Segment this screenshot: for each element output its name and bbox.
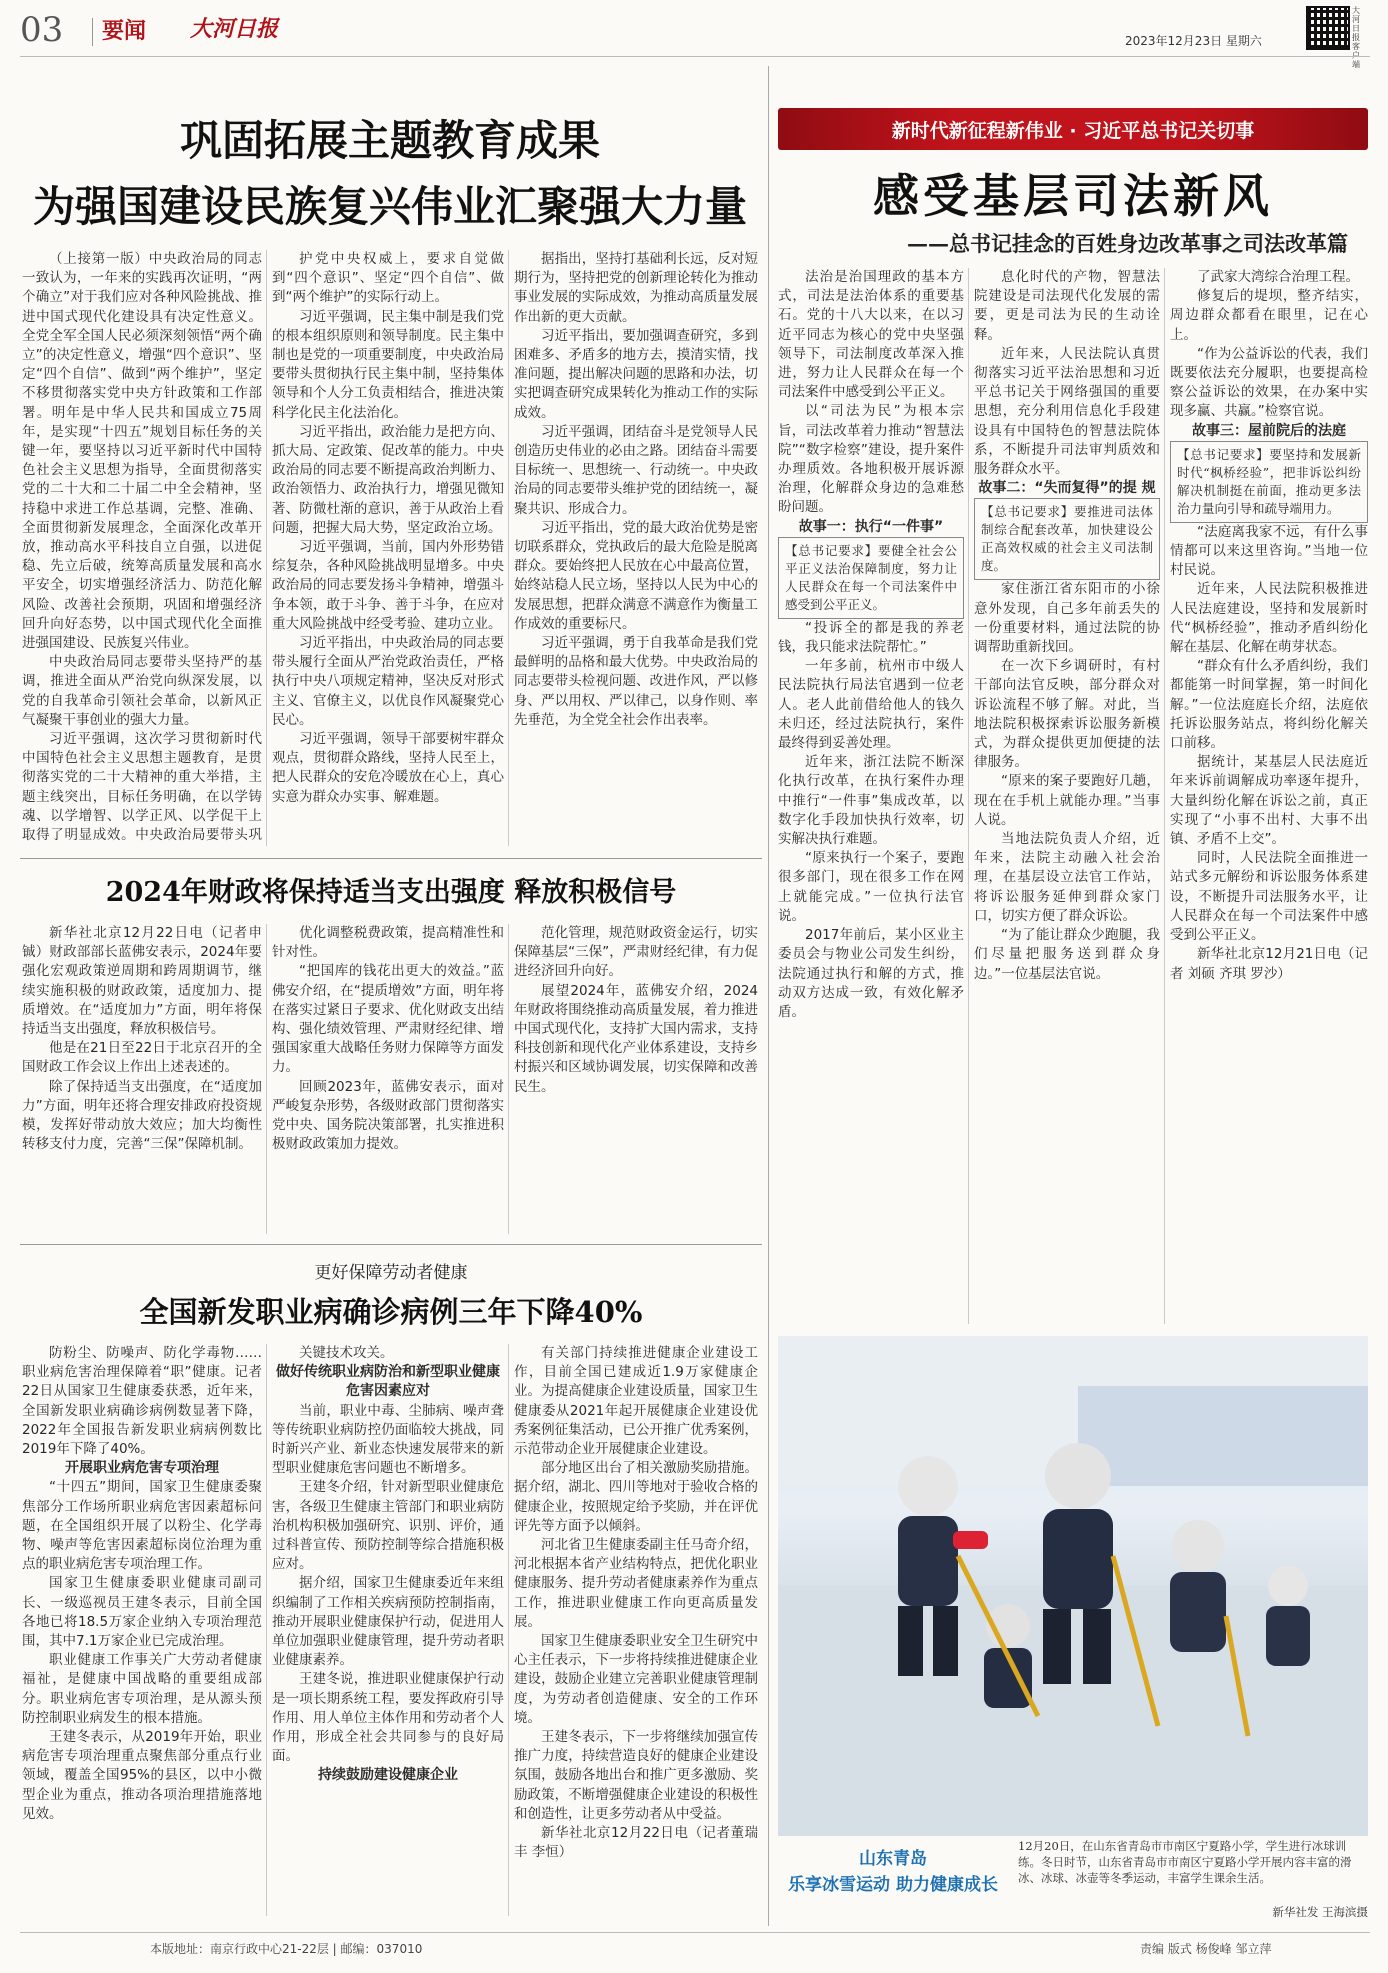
paragraph: 习近平强调，民主集中制是我们党的根本组织原则和领导制度。民主集中制也是党的一项重要制度，中央政治局要带头贯彻执行民主集中制，坚持集体领导和个人分工负责相结合，推进决策科学化民主化法治化。 <box>272 308 504 421</box>
section-label: 要闻 <box>102 19 147 44</box>
paragraph: “原来执行一个案子，要跑很多部门，现在很多工作在网上就能完成。”一位执行法官说。 <box>778 850 964 924</box>
paragraph: 有关部门持续推进健康企业建设工作，目前全国已建成近1.9万家健康企业。为提高健康企业建设质量，国家卫生健康委从2021年起开展健康企业建设优秀案例征集活动，已公开推广优秀案例，示范带动企业开展健康企业建设。 <box>514 1345 758 1458</box>
byline: 新华社北京12月22日电（记者董瑞丰 李恒） <box>514 1825 758 1861</box>
column-divider <box>266 1344 267 1916</box>
article-column-1 <box>22 250 262 846</box>
paragraph: 了武家大湾综合治理工程。 <box>1197 269 1359 285</box>
paragraph: 习近平强调，团结奋斗是党领导人民创造历史伟业的必由之路。团结奋斗需要目标统一、思想统一、行动统一。中央政治局的同志要带头维护党的团结统一，凝聚共识、形成合力。 <box>514 423 758 517</box>
byline: 新华社北京12月21日电（记者 刘硕 齐琪 罗沙） <box>1170 946 1368 982</box>
page-number: 03 <box>20 10 64 50</box>
paragraph: 习近平指出，中央政治局的同志要带头履行全面从严治党政治责任，严格执行中央八项规定精神，坚决反对形式主义、官僚主义，以优良作风凝聚党心民心。 <box>272 635 504 728</box>
paragraph: 职业健康工作事关广大劳动者健康福祉，是健康中国战略的重要组成部分。职业病危害专项治理，是从源头预防控制职业病发生的根本措施。 <box>22 1652 262 1726</box>
fiscal-column-3 <box>514 924 758 1234</box>
quote-box: 【总书记要求】要健全社会公平正义法治保障制度，努力让人民群众在每一个司法案件中感受到公平正义。 <box>778 537 964 619</box>
article-column-3 <box>514 250 758 846</box>
paragraph: “法庭离我家不远，有什么事情都可以来这里咨询。”当地一位村民说。 <box>1170 523 1368 579</box>
main-headline-2: 为强国建设民族复兴伟业汇聚强大力量 <box>32 182 747 231</box>
paragraph: 修复后的堤坝，整齐结实，周边群众都看在眼里，记在心上。 <box>1170 288 1368 343</box>
judicial-column-2 <box>974 268 1160 1324</box>
paragraph: “为了能让群众少跑腿，我们尽量把服务送到群众身边。”一位基层法官说。 <box>974 927 1160 982</box>
paragraph: 同时，人民法院全面推进一站式多元解纷和诉讼服务体系建设，不断提升司法服务水平，让人民群众在每一个司法案件中感受到公平正义。 <box>1170 850 1368 944</box>
paragraph: 他是在21日至22日于北京召开的全国财政工作会议上作出上述表述的。 <box>22 1040 262 1076</box>
quote-box: 【总书记要求】要坚持和发展新时代“枫桥经验”，把非诉讼纠纷解决机制挺在前面，推动更多法治力量向引导和疏导端用力。 <box>1170 441 1368 523</box>
header-divider <box>92 18 93 46</box>
caption-title-location: 山东青岛 <box>859 1849 927 1869</box>
caption-text: 12月20日，在山东省青岛市市南区宁夏路小学，学生进行冰球训练。冬日时节，山东省青岛市市南区宁夏路小学开展内容丰富的滑冰、冰球、冰壶等冬季运动，丰富学生课余生活。 <box>1018 1839 1352 1885</box>
paragraph: 据统计，某基层人民法庭近年来诉前调解成功率逐年提升，大量纠纷化解在诉讼之前，真正实现了“小事不出村、大事不出镇、矛盾不上交”。 <box>1170 754 1368 848</box>
fiscal-column-2 <box>272 924 504 1234</box>
paragraph: 据指出，坚持打基础利长远，反对短期行为，坚持把党的创新理论转化为推动事业发展的实际成效，为推动高质量发展作出新的更大贡献。 <box>514 251 758 325</box>
paragraph: 王建冬表示，下一步将继续加强宣传推广力度，持续营造良好的健康企业建设氛围，鼓励各地出台和推广更多激励、奖励政策，不断增强健康企业建设的积极性和创造性，让更多劳动者从中受益。 <box>514 1729 758 1822</box>
paragraph: 在一次下乡调研时，有村干部向法官反映，部分群众对诉讼流程不够了解。对此，当地法院积极探索诉讼服务新模式，为群众提供更加便捷的法律服务。 <box>974 658 1160 771</box>
series-banner-text: 新时代新征程新伟业 · 习近平总书记关切事 <box>891 120 1255 142</box>
paragraph: “群众有什么矛盾纠纷，我们都能第一时间掌握，第一时间化解。”一位法庭庭长介绍，法庭依托诉讼服务站点，将纠纷化解关口前移。 <box>1170 658 1368 752</box>
paragraph: “作为公益诉讼的代表，我们既要依法充分履职，也要提高检察公益诉讼的效果，在办案中实现多赢、共赢。”检察官说。 <box>1170 345 1368 420</box>
issue-date: 2023年12月23日 星期六 <box>1125 34 1262 48</box>
paragraph: 据介绍，国家卫生健康委近年来组织编制了工作相关疾病预防控制指南，推动开展职业健康保护行动，促进用人单位加强职业健康管理，提升劳动者职业健康素养。 <box>272 1575 504 1669</box>
footer-address: 本版地址：南京行政中心21-22层 | 邮编：037010 <box>150 1942 423 1956</box>
paragraph: 王建冬表示，从2019年开始，职业病危害专项治理重点聚焦部分重点行业领域，覆盖全国95%的县区，以中小微型企业为重点，推动各项治理措施落地见效。 <box>22 1729 262 1822</box>
paragraph: 一年多前，杭州市中级人民法院执行局法官遇到一位老人。老人此前借给他人的钱久未归还，经过法院执行，案件最终得到妥善处理。 <box>778 658 964 752</box>
column-divider <box>266 924 267 1234</box>
fiscal-column-1 <box>22 924 262 1234</box>
paragraph: 以“司法为民”为根本宗旨，司法改革着力推动“智慧法院”“数字检察”建设，提升案件办理质效。各地积极开展诉源治理，化解群众身边的急难愁盼问题。 <box>778 403 964 516</box>
paragraph: （上接第一版）中央政治局的同志一致认为，一年来的实践再次证明，“两个确立”对于我们应对各种风险挑战、推进中国式现代化建设具有决定性意义。全党全军全国人民必须深刻领悟“两个确立”的决定性意义，增强“四个意识”、坚定“四个自信”、做到“两个维护”，坚定不移贯彻落实党中央方针政策和工作部署。明年是中华人民共和国成立75周年，是实现“十四五”规划目标任务的关键一年，要坚持以习近平新时代中国特色社会主义思想为指导，全面贯彻落实党的二十大和二十届二中全会精神，坚持稳中求进工作总基调，完整、准确、全面贯彻新发展理念，全面深化改革开放，推动高水平科技自立自强，以进促稳、先立后破，统筹高质量发展和高水平安全，切实增强经济活力、防范化解风险、改善社会预期，巩固和增强经济回升向好态势，以中国式现代化全面推进强国建设、民族复兴伟业。 <box>22 251 262 652</box>
column-divider <box>266 250 267 846</box>
paragraph: 近年来，人民法院认真贯彻落实习近平法治思想和习近平总书记关于网络强国的重要思想，充分利用信息化手段建设具有中国特色的智慧法院体系，不断提升司法审判质效和服务群众水平。 <box>974 345 1160 478</box>
subheading: 做好传统职业病防治和新型职业健康危害因素应对 <box>276 1364 500 1400</box>
paragraph: 王建冬说，推进职业健康保护行动是一项长期系统工程，要发挥政府引导作用、用人单位主体作用和劳动者个人作用，形成全社会共同参与的良好局面。 <box>272 1671 504 1765</box>
article-column-2 <box>272 250 504 846</box>
paragraph: 习近平指出，党的最大政治优势是密切联系群众，党执政后的最大危险是脱离群众。要始终把人民放在心中最高位置，始终站稳人民立场，坚持以人民为中心的发展思想，把群众满意不满意作为衡量工作成效的重要标尺。 <box>514 519 758 632</box>
section-rule <box>20 1244 762 1245</box>
judicial-subtitle: ——总书记挂念的百姓身边改革事之司法改革篇 <box>907 231 1348 256</box>
paragraph: 优化调整税费政策，提高精准性和针对性。 <box>272 925 504 961</box>
paragraph: 近年来，浙江法院不断深化执行改革，在执行案件办理中推行“一件事”集成改革，以数字化手段加快执行效率，切实解决执行难题。 <box>778 754 964 848</box>
story-heading: 故事二：“失而复得”的提 规 <box>978 480 1156 497</box>
occupational-kicker: 更好保障劳动者健康 <box>314 1263 468 1283</box>
page-split <box>768 66 769 1926</box>
column-divider <box>508 1344 509 1916</box>
paragraph: 国家卫生健康委职业健康司副司长、一级巡视员王建冬表示，目前全国各地已将18.5万家企业纳入专项治理范围，其中7.1万家企业已完成治理。 <box>22 1575 262 1650</box>
qr-label: 大河日报客 端 <box>1352 6 1360 69</box>
footer-editors: 责编 版式 杨俊峰 邹立萍 <box>1140 1942 1272 1956</box>
paragraph: 除了保持适当支出强度，在“适度加力”方面，明年还将合理安排政府投资规模，发挥好带动放大效应；加大均衡性转移支付力度，完善“三保”保障机制。 <box>22 1078 262 1153</box>
paragraph: “原来的案子要跑好几趟，现在在手机上就能办理。”当事人说。 <box>974 773 1160 828</box>
page-header <box>0 0 1388 69</box>
ice-hockey-photo <box>778 1336 1368 1836</box>
paragraph: 王建冬介绍，针对新型职业健康危害，各级卫生健康主管部门和职业病防治机构积极加强研究、识别、评价，通过科普宣传、预防控制等综合措施积极应对。 <box>272 1479 504 1573</box>
story-heading: 故事三：屋前院后的法庭 <box>1192 422 1346 439</box>
photo-caption-block <box>778 1836 1368 1926</box>
paragraph: 当地法院负责人介绍，近年来，法院主动融入社会治理，在基层设立法官工作站，将诉讼服务延伸到群众家门口，切实方便了群众诉讼。 <box>974 831 1160 924</box>
column-divider <box>1164 268 1165 1324</box>
series-banner <box>778 108 1368 150</box>
paragraph: 展望2024年，蓝佛安介绍，2024年财政将围绕推动高质量发展，着力推进中国式现代化，支持扩大国内需求，支持科技创新和现代化产业体系建设，支持乡村振兴和区域协调发展，切实保障和改善民生。 <box>514 982 758 1095</box>
header-rule <box>20 56 1370 57</box>
caption-title-main: 乐享冰雪运动 助力健康成长 <box>788 1875 998 1895</box>
judicial-column-3 <box>1170 268 1368 1324</box>
paragraph: “投诉全的都是我的养老钱，我只能求法院帮忙。” <box>778 619 964 656</box>
paragraph: 防粉尘、防噪声、防化学毒物……职业病危害治理保障着“职”健康。记者22日从国家卫生健康委获悉，近年来，全国新发职业病确诊病例数显著下降，2022年全国报告新发职业病病例数比2019年下降了40%。 <box>22 1345 262 1458</box>
paragraph: 息化时代的产物，智慧法院建设是司法现代化发展的需要，更是司法为民的生动诠释。 <box>974 269 1160 343</box>
paragraph: 近年来，人民法院积极推进人民法庭建设，坚持和发展新时代“枫桥经验”，推动矛盾纠纷化解在基层、化解在萌芽状态。 <box>1170 581 1368 656</box>
paragraph: 习近平指出，政治能力是把方向、抓大局、定政策、促改革的能力。中央政治局的同志要不断提高政治判断力、政治领悟力、政治执行力，增强见微知著、防微杜渐的意识，善于从政治上看问题，把握大局大势，坚定政治立场。 <box>272 423 504 536</box>
main-headline-1: 巩固拓展主题教育成果 <box>179 116 600 165</box>
paragraph: 新华社北京12月22日电（记者申铖）财政部部长蓝佛安表示，2024年要强化宏观政策逆周期和跨周期调节，继续实施积极的财政政策，适度加力、提质增效。在“适度加力”方面，明年将保持适当支出强度，释放积极信号。 <box>22 925 262 1038</box>
paragraph: “十四五”期间，国家卫生健康委聚焦部分工作场所职业病危害因素超标问题，在全国组织开展了以粉尘、化学毒物、噪声等危害因素超标岗位治理为重点的职业病危害专项治理工作。 <box>22 1479 262 1573</box>
paragraph: 家住浙江省东阳市的小徐意外发现，自己多年前丢失的一份重要材料，通过法院的协调帮助重新找回。 <box>974 581 1160 656</box>
paragraph: 习近平强调，这次学习贯彻新时代中国特色社会主义思想主题教育，是贯彻落实党的二十大精神的重大举措，主题主线突出，目标任务明确，在以学铸魂、以学增智、以学正风、以学促干上取得了明显成效。中央政治局要带头巩 <box>22 731 262 844</box>
paragraph: 国家卫生健康委职业安全卫生研究中心主任表示，下一步将持续推进健康企业建设，鼓励企业建立完善职业健康管理制度，为劳动者创造健康、安全的工作环境。 <box>514 1633 758 1726</box>
judicial-headline: 感受基层司法新风 <box>873 169 1273 223</box>
paragraph: 习近平强调，勇于自我革命是我们党最鲜明的品格和最大优势。中央政治局的同志要带头检视问题、改进作风，严以修身、严以用权、严以律己，以身作则、率先垂范，为全党全社会作出表率。 <box>514 635 758 728</box>
qr-code <box>1306 6 1350 50</box>
paragraph: 部分地区出台了相关激励奖励措施。据介绍，湖北、四川等地对于验收合格的健康企业，按照规定给予奖励，并在评优评先等方面予以倾斜。 <box>514 1460 758 1534</box>
subheading: 开展职业病危害专项治理 <box>65 1460 219 1477</box>
judicial-column-1 <box>778 268 964 1324</box>
paragraph: 2017年前后，某小区业主委员会与物业公司发生纠纷，法院通过执行和解的方式，推动双方达成一致，有效化解矛盾。 <box>778 927 964 1020</box>
story-heading: 故事一：执行“一件事” <box>798 518 944 535</box>
column-divider <box>508 250 509 846</box>
photo-scene <box>778 1336 1368 1836</box>
quote-box: 【总书记要求】要推进司法体制综合配套改革，加快建设公正高效权威的社会主义司法制度。 <box>974 498 1160 580</box>
photo-credit: 新华社发 王海滨摄 <box>1272 1905 1368 1919</box>
occupational-column-3 <box>514 1344 758 1916</box>
paragraph: 关键技术攻关。 <box>299 1345 394 1361</box>
paragraph: 中央政治局同志要带头坚持严的基调，推进全面从严治党向纵深发展，以党的自我革命引领社会革命，以新风正气凝聚干事创业的强大力量。 <box>22 654 262 728</box>
paper-logo: 大河日报 <box>190 16 279 42</box>
paragraph: 当前，职业中毒、尘肺病、噪声聋等传统职业病防控仍面临较大挑战，同时新兴产业、新业态快速发展带来的新型职业健康危害问题也不断增多。 <box>272 1402 504 1477</box>
fiscal-headline: 2024年财政将保持适当支出强度 释放积极信号 <box>105 877 677 908</box>
subheading: 持续鼓励建设健康企业 <box>318 1767 458 1784</box>
column-divider <box>508 924 509 1234</box>
section-rule <box>20 858 762 859</box>
paragraph: 范化管理，规范财政资金运行，切实保障基层“三保”，严肃财经纪律，有力促进经济回升向好。 <box>514 925 758 980</box>
occupational-column-1 <box>22 1344 262 1916</box>
paragraph: “把国库的钱花出更大的效益。”蓝佛安介绍，在“提质增效”方面，明年将在落实过紧日子要求、优化财政支出结构、强化绩效管理、严肃财经纪律、增强国家重大战略任务财力保障等方面发力。 <box>272 963 504 1076</box>
occupational-column-2 <box>272 1344 504 1916</box>
paragraph: 护党中央权威上，要求自觉做到“四个意识”、坚定“四个自信”、做到“两个维护”的实际行动上。 <box>272 251 504 306</box>
paragraph: 习近平指出，要加强调查研究，多到困难多、矛盾多的地方去，摸清实情，找准问题，提出解决问题的思路和办法，切实把调查研究成果转化为推动工作的实际成效。 <box>514 327 758 421</box>
occupational-headline: 全国新发职业病确诊病例三年下降40% <box>139 1295 643 1329</box>
column-divider <box>968 268 969 1324</box>
paragraph: 习近平强调，领导干部要树牢群众观点，贯彻群众路线，坚持人民至上，把人民群众的安危冷暖放在心上，真心实意为群众办实事、解难题。 <box>272 731 504 805</box>
paragraph: 习近平强调，当前，国内外形势错综复杂，各种风险挑战明显增多。中央政治局的同志要发扬斗争精神，增强斗争本领，敢于斗争、善于斗争，在应对重大风险挑战中经受考验、建功立业。 <box>272 539 504 632</box>
paragraph: 回顾2023年，蓝佛安表示，面对严峻复杂形势，各级财政部门贯彻落实党中央、国务院决策部署，扎实推进积极财政政策加力提效。 <box>272 1078 504 1153</box>
paragraph: 河北省卫生健康委副主任马奇介绍，河北根据本省产业结构特点，把优化职业健康服务、提升劳动者健康素养作为重点工作，推进职业健康工作向更高质量发展。 <box>514 1537 758 1630</box>
paragraph: 法治是治国理政的基本方式，司法是法治体系的重要基石。党的十八大以来，在以习近平同志为核心的党中央坚强领导下，司法制度改革深入推进，努力让人民群众在每一个司法案件中感受到公平正义。 <box>778 269 964 401</box>
footer-rule <box>20 1932 1370 1933</box>
